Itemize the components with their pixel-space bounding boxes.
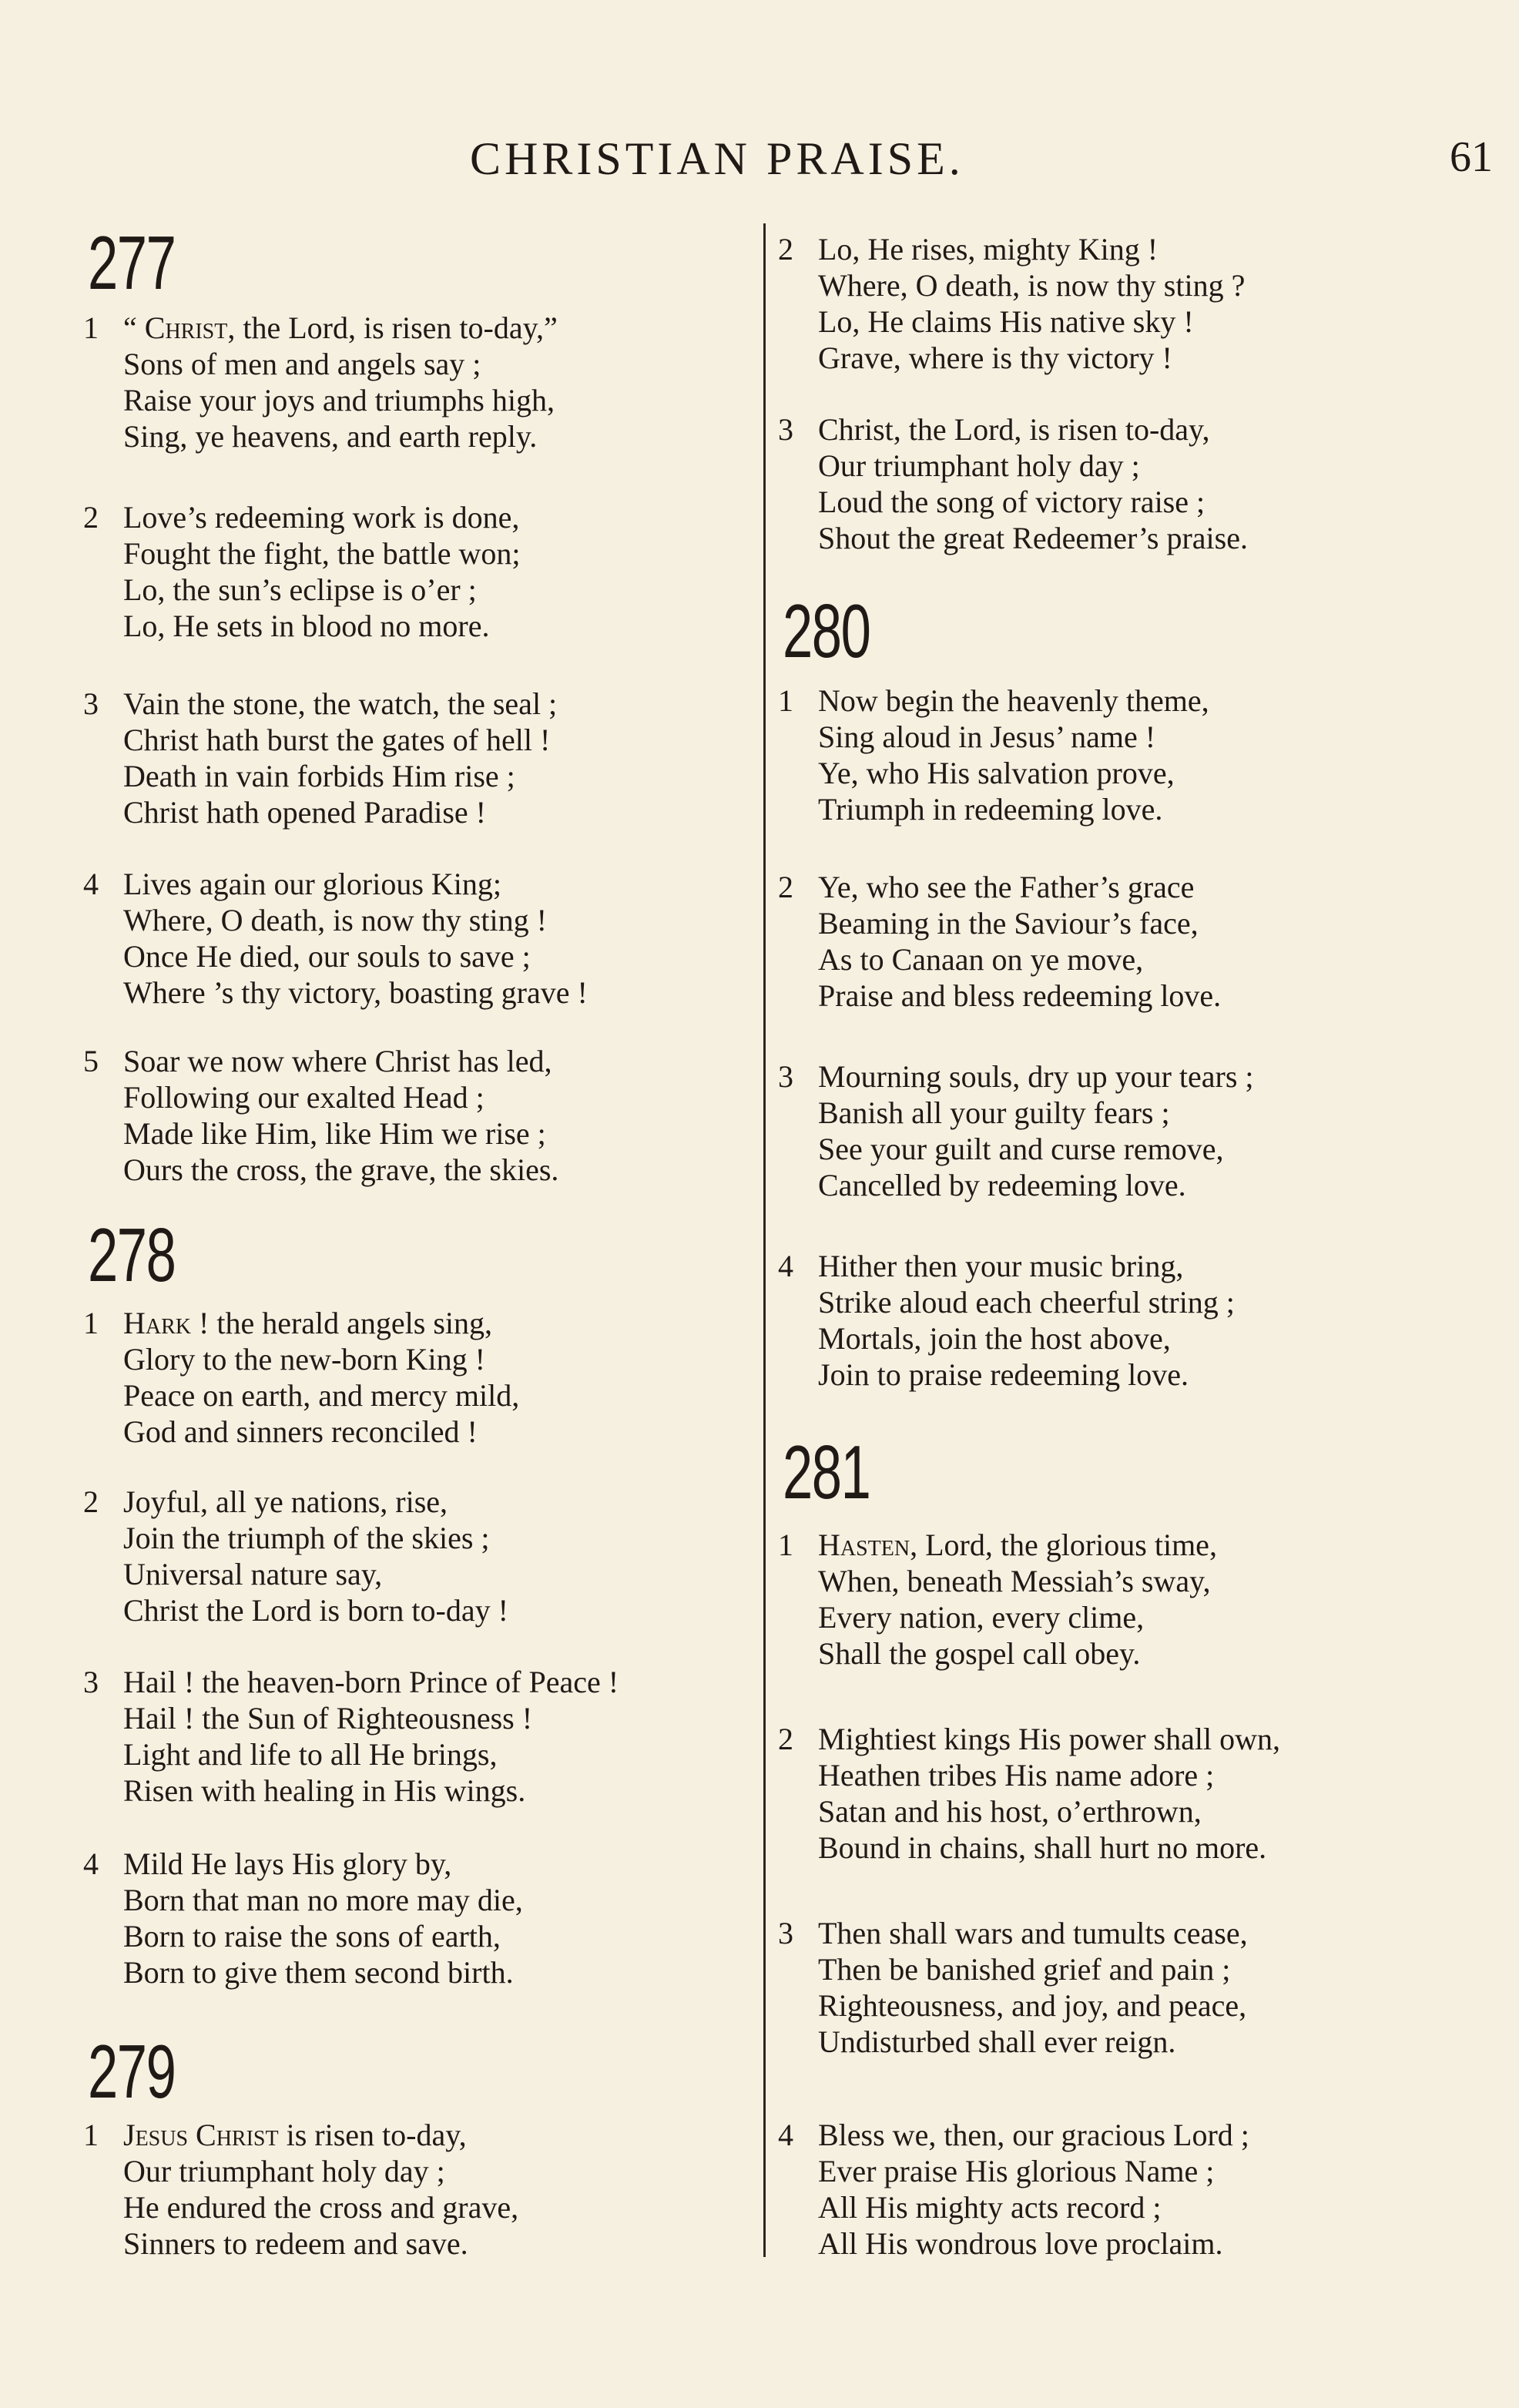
stanza-number: 5 bbox=[83, 1044, 99, 1078]
verse-line: Satan and his host, o’erthrown, bbox=[818, 1794, 1202, 1829]
stanza-number: 1 bbox=[778, 1528, 793, 1562]
verse-line: As to Canaan on ye move, bbox=[818, 942, 1144, 977]
stanza-lines bbox=[818, 1915, 1248, 2060]
verse-line bbox=[123, 1305, 519, 1341]
hymn-number: 281 bbox=[783, 1430, 870, 1514]
verse-line: Lo, the sun’s eclipse is o’er ; bbox=[123, 572, 477, 607]
verse-line: Christ hath burst the gates of hell ! bbox=[123, 723, 551, 757]
stanza-lines bbox=[123, 1664, 619, 1809]
stanza-number: 4 bbox=[83, 1846, 99, 1881]
verse-line: Then be banished grief and pain ; bbox=[818, 1952, 1231, 1987]
verse-line: Death in vain forbids Him rise ; bbox=[123, 759, 515, 793]
verse-line: Christ the Lord is born to-day ! bbox=[123, 1593, 508, 1628]
stanza-lines bbox=[818, 1721, 1280, 1866]
line-rest: , Lord, the glorious time, bbox=[910, 1528, 1217, 1562]
page-number: 61 bbox=[1450, 133, 1493, 181]
verse-line: Loud the song of victory raise ; bbox=[818, 485, 1205, 519]
verse-line: Following our exalted Head ; bbox=[123, 1080, 485, 1115]
stanza-lines bbox=[818, 411, 1248, 556]
stanza-lines bbox=[818, 1058, 1254, 1203]
verse-line: Born to raise the sons of earth, bbox=[123, 1919, 501, 1954]
verse-line: All His wondrous love proclaim. bbox=[818, 2226, 1223, 2261]
stanza-number: 2 bbox=[83, 500, 99, 535]
verse-line: Christ hath opened Paradise ! bbox=[123, 795, 486, 830]
page-title: CHRISTIAN PRAISE. bbox=[470, 133, 964, 184]
line-rest: ! the herald angels sing, bbox=[191, 1306, 493, 1340]
verse-line: Once He died, our souls to save ; bbox=[123, 939, 531, 974]
first-word: Jesus Christ bbox=[123, 2118, 279, 2152]
stanza-number: 2 bbox=[778, 232, 793, 267]
verse-line: Join the triumph of the skies ; bbox=[123, 1521, 490, 1555]
verse-line: Vain the stone, the watch, the seal ; bbox=[123, 686, 558, 721]
verse-line: Mortals, join the host above, bbox=[818, 1321, 1171, 1356]
verse-line: When, beneath Messiah’s sway, bbox=[818, 1564, 1211, 1598]
verse-line: Light and life to all He brings, bbox=[123, 1737, 498, 1772]
stanza-lines bbox=[123, 1043, 558, 1188]
stanza-lines bbox=[123, 686, 557, 830]
stanza-number: 3 bbox=[83, 1665, 99, 1699]
verse-line: Mild He lays His glory by, bbox=[123, 1846, 452, 1881]
verse-line: Joyful, all ye nations, rise, bbox=[123, 1484, 448, 1519]
verse-line: Lo, He claims His native sky ! bbox=[818, 304, 1194, 339]
verse-line: Shall the gospel call obey. bbox=[818, 1636, 1141, 1671]
verse-line: Where ’s thy victory, boasting grave ! bbox=[123, 975, 588, 1010]
verse-line: Sinners to redeem and save. bbox=[123, 2226, 468, 2261]
verse-line: Hail ! the Sun of Righteousness ! bbox=[123, 1701, 533, 1736]
verse-line: Made like Him, like Him we rise ; bbox=[123, 1116, 546, 1151]
verse-line: Peace on earth, and mercy mild, bbox=[123, 1378, 520, 1413]
verse-line: Sing, ye heavens, and earth reply. bbox=[123, 419, 538, 454]
stanza-lines bbox=[818, 231, 1245, 376]
stanza-lines bbox=[818, 2117, 1249, 2262]
verse-line: Ours the cross, the grave, the skies. bbox=[123, 1152, 559, 1187]
stanza-lines bbox=[123, 499, 521, 644]
verse-line: Our triumphant holy day ; bbox=[123, 2154, 445, 2188]
verse-line: Undisturbed shall ever reign. bbox=[818, 2024, 1176, 2059]
first-word: Hark bbox=[123, 1306, 192, 1340]
stanza-lines bbox=[123, 1846, 523, 1990]
verse-line: Glory to the new-born King ! bbox=[123, 1342, 485, 1377]
verse-line: Heathen tribes His name adore ; bbox=[818, 1758, 1215, 1793]
stanza-number: 4 bbox=[83, 867, 99, 901]
verse-line: Praise and bless redeeming love. bbox=[818, 978, 1222, 1013]
stanza-number: 2 bbox=[83, 1484, 99, 1519]
stanza-number: 1 bbox=[83, 310, 99, 345]
first-word: Hasten bbox=[818, 1528, 910, 1562]
verse-line: Ye, who see the Father’s grace bbox=[818, 870, 1195, 904]
verse-line: Where, O death, is now thy sting ! bbox=[123, 903, 547, 937]
verse-line: Lives again our glorious King; bbox=[123, 867, 502, 901]
verse-line: Our triumphant holy day ; bbox=[818, 448, 1140, 483]
stanza-lines bbox=[818, 869, 1221, 1014]
verse-line: Love’s redeeming work is done, bbox=[123, 500, 520, 535]
running-head bbox=[0, 132, 1519, 186]
stanza-number: 4 bbox=[778, 2118, 793, 2152]
stanza-number: 2 bbox=[778, 1722, 793, 1756]
verse-line: Join to praise redeeming love. bbox=[818, 1357, 1189, 1392]
first-word: Christ bbox=[144, 310, 228, 345]
verse-line: Ever praise His glorious Name ; bbox=[818, 2154, 1215, 2188]
verse-line: See your guilt and curse remove, bbox=[818, 1132, 1224, 1166]
verse-line bbox=[123, 310, 558, 346]
verse-line: Born that man no more may die, bbox=[123, 1883, 523, 1917]
verse-line: God and sinners reconciled ! bbox=[123, 1414, 478, 1449]
verse-line: Lo, He rises, mighty King ! bbox=[818, 232, 1159, 267]
verse-line: Beaming in the Saviour’s face, bbox=[818, 906, 1199, 941]
stanza-lines bbox=[123, 310, 558, 454]
open-quote: “ bbox=[123, 310, 145, 345]
stanza-lines bbox=[818, 1527, 1217, 1672]
verse-line: Hail ! the heaven-born Prince of Peace ! bbox=[123, 1665, 619, 1699]
verse-line: Grave, where is thy victory ! bbox=[818, 340, 1172, 375]
stanza-number: 1 bbox=[778, 683, 793, 718]
verse-line: All His mighty acts record ; bbox=[818, 2190, 1162, 2225]
verse-line: Righteousness, and joy, and peace, bbox=[818, 1988, 1247, 2023]
verse-line: Bound in chains, shall hurt no more. bbox=[818, 1830, 1267, 1865]
stanza-lines bbox=[818, 1248, 1235, 1393]
verse-line: Risen with healing in His wings. bbox=[123, 1773, 526, 1808]
hymn-number: 277 bbox=[88, 220, 176, 305]
verse-line: Raise your joys and triumphs high, bbox=[123, 383, 555, 418]
verse-line: Fought the fight, the battle won; bbox=[123, 536, 521, 571]
verse-line: Bless we, then, our gracious Lord ; bbox=[818, 2118, 1249, 2152]
verse-line: Universal nature say, bbox=[123, 1557, 383, 1591]
verse-line: Where, O death, is now thy sting ? bbox=[818, 268, 1246, 303]
hymn-number: 279 bbox=[88, 2029, 176, 2114]
stanza-number: 2 bbox=[778, 870, 793, 904]
stanza-number: 3 bbox=[778, 412, 793, 447]
stanza-number: 3 bbox=[83, 686, 99, 721]
verse-line: Born to give them second birth. bbox=[123, 1955, 514, 1990]
line-rest: is risen to-day, bbox=[278, 2118, 467, 2152]
verse-line: Strike aloud each cheerful string ; bbox=[818, 1285, 1235, 1320]
verse-line: Every nation, every clime, bbox=[818, 1600, 1145, 1635]
verse-line bbox=[123, 2117, 518, 2153]
stanza-number: 1 bbox=[83, 1306, 99, 1340]
verse-line: Then shall wars and tumults cease, bbox=[818, 1916, 1248, 1950]
verse-line: Hither then your music bring, bbox=[818, 1249, 1184, 1283]
verse-line: He endured the cross and grave, bbox=[123, 2190, 519, 2225]
verse-line: Sons of men and angels say ; bbox=[123, 347, 481, 381]
verse-line: Shout the great Redeemer’s praise. bbox=[818, 521, 1248, 555]
verse-line: Now begin the heavenly theme, bbox=[818, 683, 1209, 718]
stanza-number: 4 bbox=[778, 1249, 793, 1283]
verse-line: Mourning souls, dry up your tears ; bbox=[818, 1059, 1254, 1094]
stanza-number: 1 bbox=[83, 2118, 99, 2152]
line-rest: , the Lord, is risen to-day,” bbox=[227, 310, 558, 345]
verse-line: Christ, the Lord, is risen to-day, bbox=[818, 412, 1210, 447]
verse-line: Cancelled by redeeming love. bbox=[818, 1168, 1186, 1202]
stanza-lines bbox=[123, 1305, 519, 1450]
verse-line bbox=[818, 1527, 1217, 1563]
stanza-lines bbox=[818, 682, 1209, 827]
verse-line: Ye, who His salvation prove, bbox=[818, 756, 1175, 790]
column-divider bbox=[763, 223, 766, 2257]
hymn-number: 280 bbox=[783, 589, 870, 673]
verse-line: Triumph in redeeming love. bbox=[818, 792, 1163, 827]
stanza-lines bbox=[123, 2117, 518, 2262]
hymn-number: 278 bbox=[88, 1212, 176, 1297]
verse-line: Lo, He sets in blood no more. bbox=[123, 609, 490, 643]
stanza-lines bbox=[123, 1484, 508, 1628]
verse-line: Sing aloud in Jesus’ name ! bbox=[818, 719, 1156, 754]
verse-line: Mightiest kings His power shall own, bbox=[818, 1722, 1280, 1756]
stanza-number: 3 bbox=[778, 1916, 793, 1950]
stanza-lines bbox=[123, 866, 588, 1011]
stanza-number: 3 bbox=[778, 1059, 793, 1094]
verse-line: Soar we now where Christ has led, bbox=[123, 1044, 552, 1078]
verse-line: Banish all your guilty fears ; bbox=[818, 1095, 1170, 1130]
